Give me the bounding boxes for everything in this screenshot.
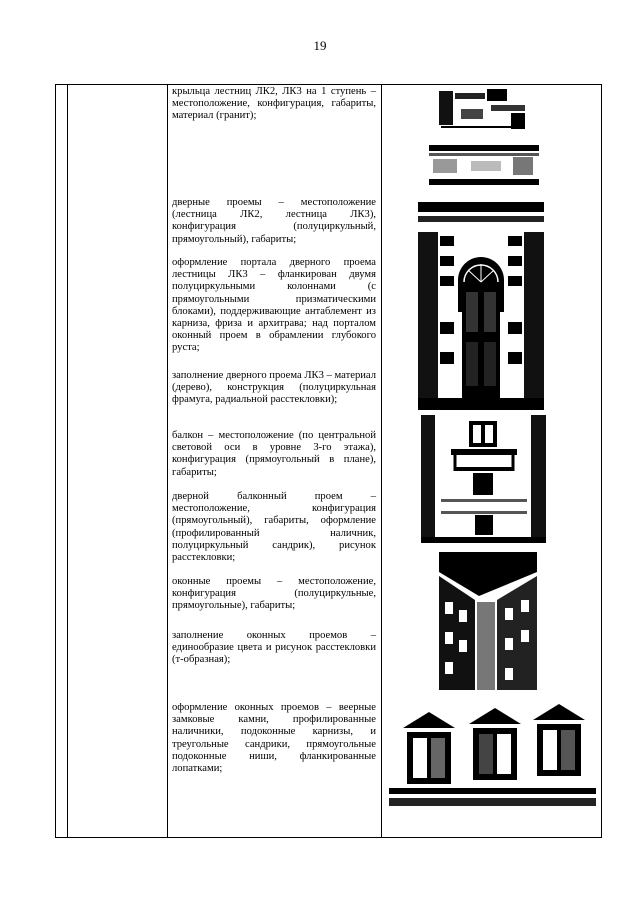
feature-text-door-fill: заполнение дверного проема ЛК3 – материал (дерево), конструкция (полуциркульная фрамуга, радиальной расстекловки); — [172, 370, 376, 406]
feature-text-doorways: дверные проемы – местоположение (лестница ЛК2, лестница ЛК3), конфигурация (полуциркульный, прямоугольный), габариты; — [172, 197, 376, 245]
photo-balcony — [421, 415, 546, 543]
features-table — [55, 84, 602, 838]
photo-courtyard-windows — [439, 552, 537, 690]
feature-text-portal: оформление портала дверного проема лестницы ЛК3 – фланкирован двумя полуциркульными колоннами (с прямоугольными призматическими блоками), поддерживающие антаблемент из карниза, фриза и архитрава; над порталом оконный проем в обрамлении глубокого руста; — [172, 257, 376, 354]
feature-text-porches: крыльца лестниц ЛК2, ЛК3 на 1 ступень – местоположение, конфигурация, габариты, материал (гранит); — [172, 86, 376, 122]
photo-porch-steps — [431, 87, 531, 131]
feature-text-balcony-door: дверной балконный проем – местоположение, конфигурация (прямоугольный), габариты, оформление (профилированный наличник, полуциркульный сандрик), рисунок расстекловки; — [172, 491, 376, 564]
feature-text-window-fill: заполнение оконных проемов – единообразие цвета и рисунок расстекловки (т-образная); — [172, 630, 376, 666]
feature-text-balcony: балкон – местоположение (по центральной световой оси в уровне 3-го этажа), конфигурация (прямоугольный в плане), габариты; — [172, 430, 376, 478]
page-number: 19 — [313, 38, 327, 53]
column-divider — [167, 85, 168, 837]
photo-porch-granite — [427, 143, 541, 187]
feature-text-window-decor: оформление оконных проемов – веерные замковые камни, профилированные наличники, подоконные карнизы, и треугольные сандрики, прямоугольные подоконные ниши, фланкированные лопатками; — [172, 702, 376, 775]
photo-window-decoration — [389, 698, 596, 806]
column-divider — [381, 85, 382, 837]
photo-portal-ЛК3 — [418, 202, 544, 410]
column-divider — [67, 85, 68, 837]
feature-text-windows: оконные проемы – местоположение, конфигурация (полуциркульные, прямоугольные), габариты; — [172, 576, 376, 612]
